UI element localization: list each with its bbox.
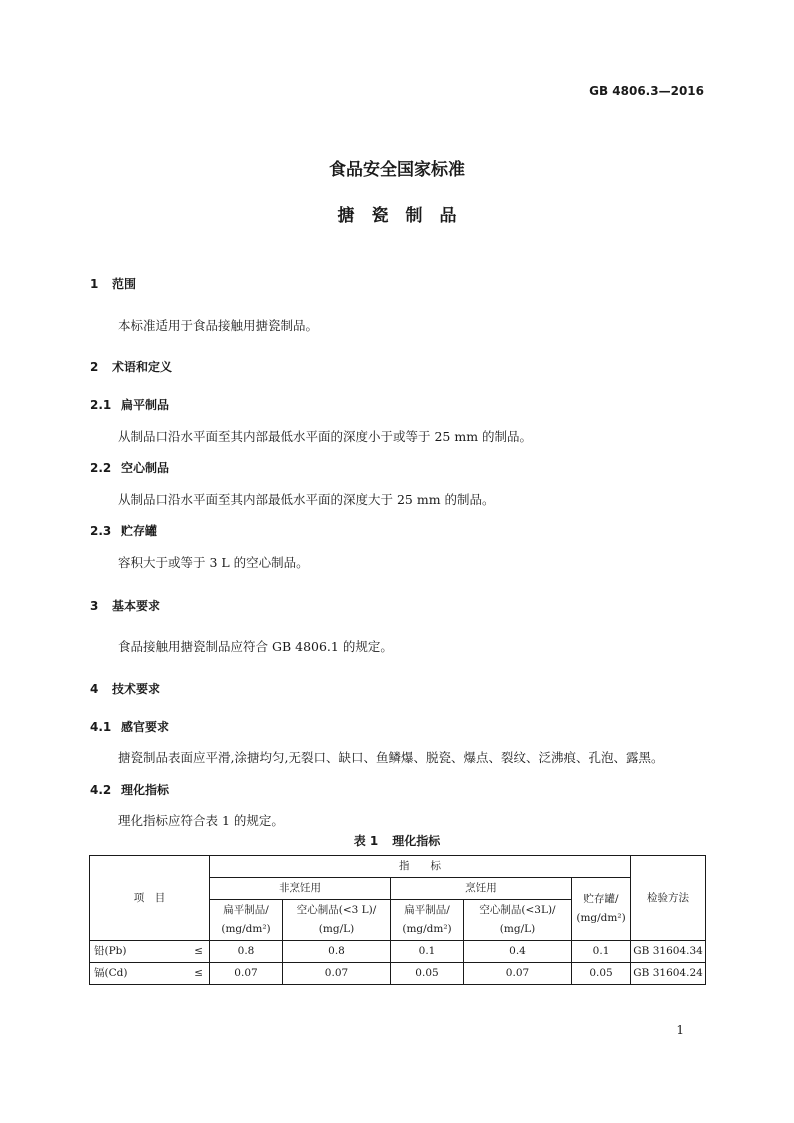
section-title: 感官要求 xyxy=(121,720,170,734)
row-item xyxy=(90,941,210,963)
header-line1: 空心制品(<3 L)/ xyxy=(296,904,377,916)
section-2-1-heading xyxy=(90,396,169,413)
section-number: 2.1 xyxy=(90,398,112,412)
cell-method: GB 31604.34 xyxy=(631,941,706,963)
section-2-2-body: 从制品口沿水平面至其内部最低水平面的深度大于 25 mm 的制品。 xyxy=(118,492,495,507)
header-method: 检验方法 xyxy=(631,856,706,941)
table-caption-title: 理化指标 xyxy=(392,834,441,848)
header-line1: 空心制品(<3L)/ xyxy=(479,904,556,916)
section-number: 2.2 xyxy=(90,461,112,475)
section-4-1-body: 搪瓷制品表面应平滑,涂搪均匀,无裂口、缺口、鱼鳞爆、脱瓷、爆点、裂纹、泛沸痕、孔泡、露黑。 xyxy=(118,750,664,765)
header-storage-line1: 贮存罐/ xyxy=(583,893,619,905)
section-2-3-body: 容积大于或等于 3 L 的空心制品。 xyxy=(118,555,309,570)
section-4-1-heading xyxy=(90,718,169,735)
section-title: 扁平制品 xyxy=(121,398,170,412)
section-3-heading xyxy=(90,597,160,614)
cell-flat-cooking: 0.1 xyxy=(391,941,464,963)
table-caption xyxy=(0,832,794,849)
header-non-cooking: 非烹饪用 xyxy=(210,878,391,900)
document-subtitle: 搪瓷制品 xyxy=(337,206,474,226)
row-item-label: 铅(Pb) xyxy=(94,945,127,957)
page-number: 1 xyxy=(676,1023,684,1037)
section-number: 4 xyxy=(90,682,99,696)
cell-flat-non-cooking: 0.07 xyxy=(210,963,283,985)
header-line2: (mg/L) xyxy=(499,923,536,935)
cell-hollow-non-cooking: 0.8 xyxy=(283,941,391,963)
header-flat-cooking xyxy=(391,900,464,941)
section-number: 4.1 xyxy=(90,720,112,734)
cell-flat-cooking: 0.05 xyxy=(391,963,464,985)
physicochemical-indicators-table xyxy=(89,855,706,985)
header-line1: 扁平制品/ xyxy=(223,904,269,916)
table-caption-number: 表 1 xyxy=(353,834,379,848)
section-2-2-heading xyxy=(90,459,169,476)
section-number: 4.2 xyxy=(90,783,112,797)
cell-flat-non-cooking: 0.8 xyxy=(210,941,283,963)
header-line2: (mg/L) xyxy=(318,923,355,935)
section-4-2-heading xyxy=(90,781,169,798)
section-title: 术语和定义 xyxy=(112,360,173,374)
section-1-heading xyxy=(90,275,136,292)
section-title: 贮存罐 xyxy=(121,524,158,538)
section-1-body: 本标准适用于食品接触用搪瓷制品。 xyxy=(118,318,319,333)
section-2-heading xyxy=(90,358,172,375)
section-title: 理化指标 xyxy=(121,783,170,797)
section-3-body: 食品接触用搪瓷制品应符合 GB 4806.1 的规定。 xyxy=(118,639,393,654)
standard-code: GB 4806.3—2016 xyxy=(589,84,704,98)
header-hollow-cooking xyxy=(464,900,572,941)
table-row xyxy=(90,963,706,985)
section-number: 3 xyxy=(90,599,99,613)
section-2-1-body: 从制品口沿水平面至其内部最低水平面的深度小于或等于 25 mm 的制品。 xyxy=(118,429,533,444)
header-indicator: 指 标 xyxy=(210,856,631,878)
table-header-row xyxy=(90,856,706,878)
header-line2: (mg/dm²) xyxy=(221,923,271,935)
row-item xyxy=(90,963,210,985)
le-sign: ≤ xyxy=(194,967,203,979)
header-line2: (mg/dm²) xyxy=(402,923,452,935)
header-cooking: 烹饪用 xyxy=(391,878,572,900)
document-title: 食品安全国家标准 xyxy=(329,160,465,180)
cell-storage: 0.1 xyxy=(572,941,631,963)
section-title: 范围 xyxy=(112,277,137,291)
cell-hollow-cooking: 0.4 xyxy=(464,941,572,963)
header-storage xyxy=(572,878,631,941)
section-title: 基本要求 xyxy=(112,599,161,613)
section-2-3-heading xyxy=(90,522,157,539)
row-item-label: 镉(Cd) xyxy=(94,967,128,979)
header-hollow-non-cooking xyxy=(283,900,391,941)
section-number: 1 xyxy=(90,277,99,291)
header-line1: 扁平制品/ xyxy=(404,904,450,916)
section-number: 2 xyxy=(90,360,99,374)
section-4-heading xyxy=(90,680,160,697)
section-title: 空心制品 xyxy=(121,461,170,475)
section-title: 技术要求 xyxy=(112,682,161,696)
section-number: 2.3 xyxy=(90,524,112,538)
header-flat-non-cooking xyxy=(210,900,283,941)
table-row xyxy=(90,941,706,963)
cell-method: GB 31604.24 xyxy=(631,963,706,985)
section-4-2-body: 理化指标应符合表 1 的规定。 xyxy=(118,813,284,828)
header-item: 项 目 xyxy=(90,856,210,941)
cell-hollow-cooking: 0.07 xyxy=(464,963,572,985)
cell-hollow-non-cooking: 0.07 xyxy=(283,963,391,985)
header-storage-line2: (mg/dm²) xyxy=(576,912,626,924)
cell-storage: 0.05 xyxy=(572,963,631,985)
le-sign: ≤ xyxy=(194,945,203,957)
